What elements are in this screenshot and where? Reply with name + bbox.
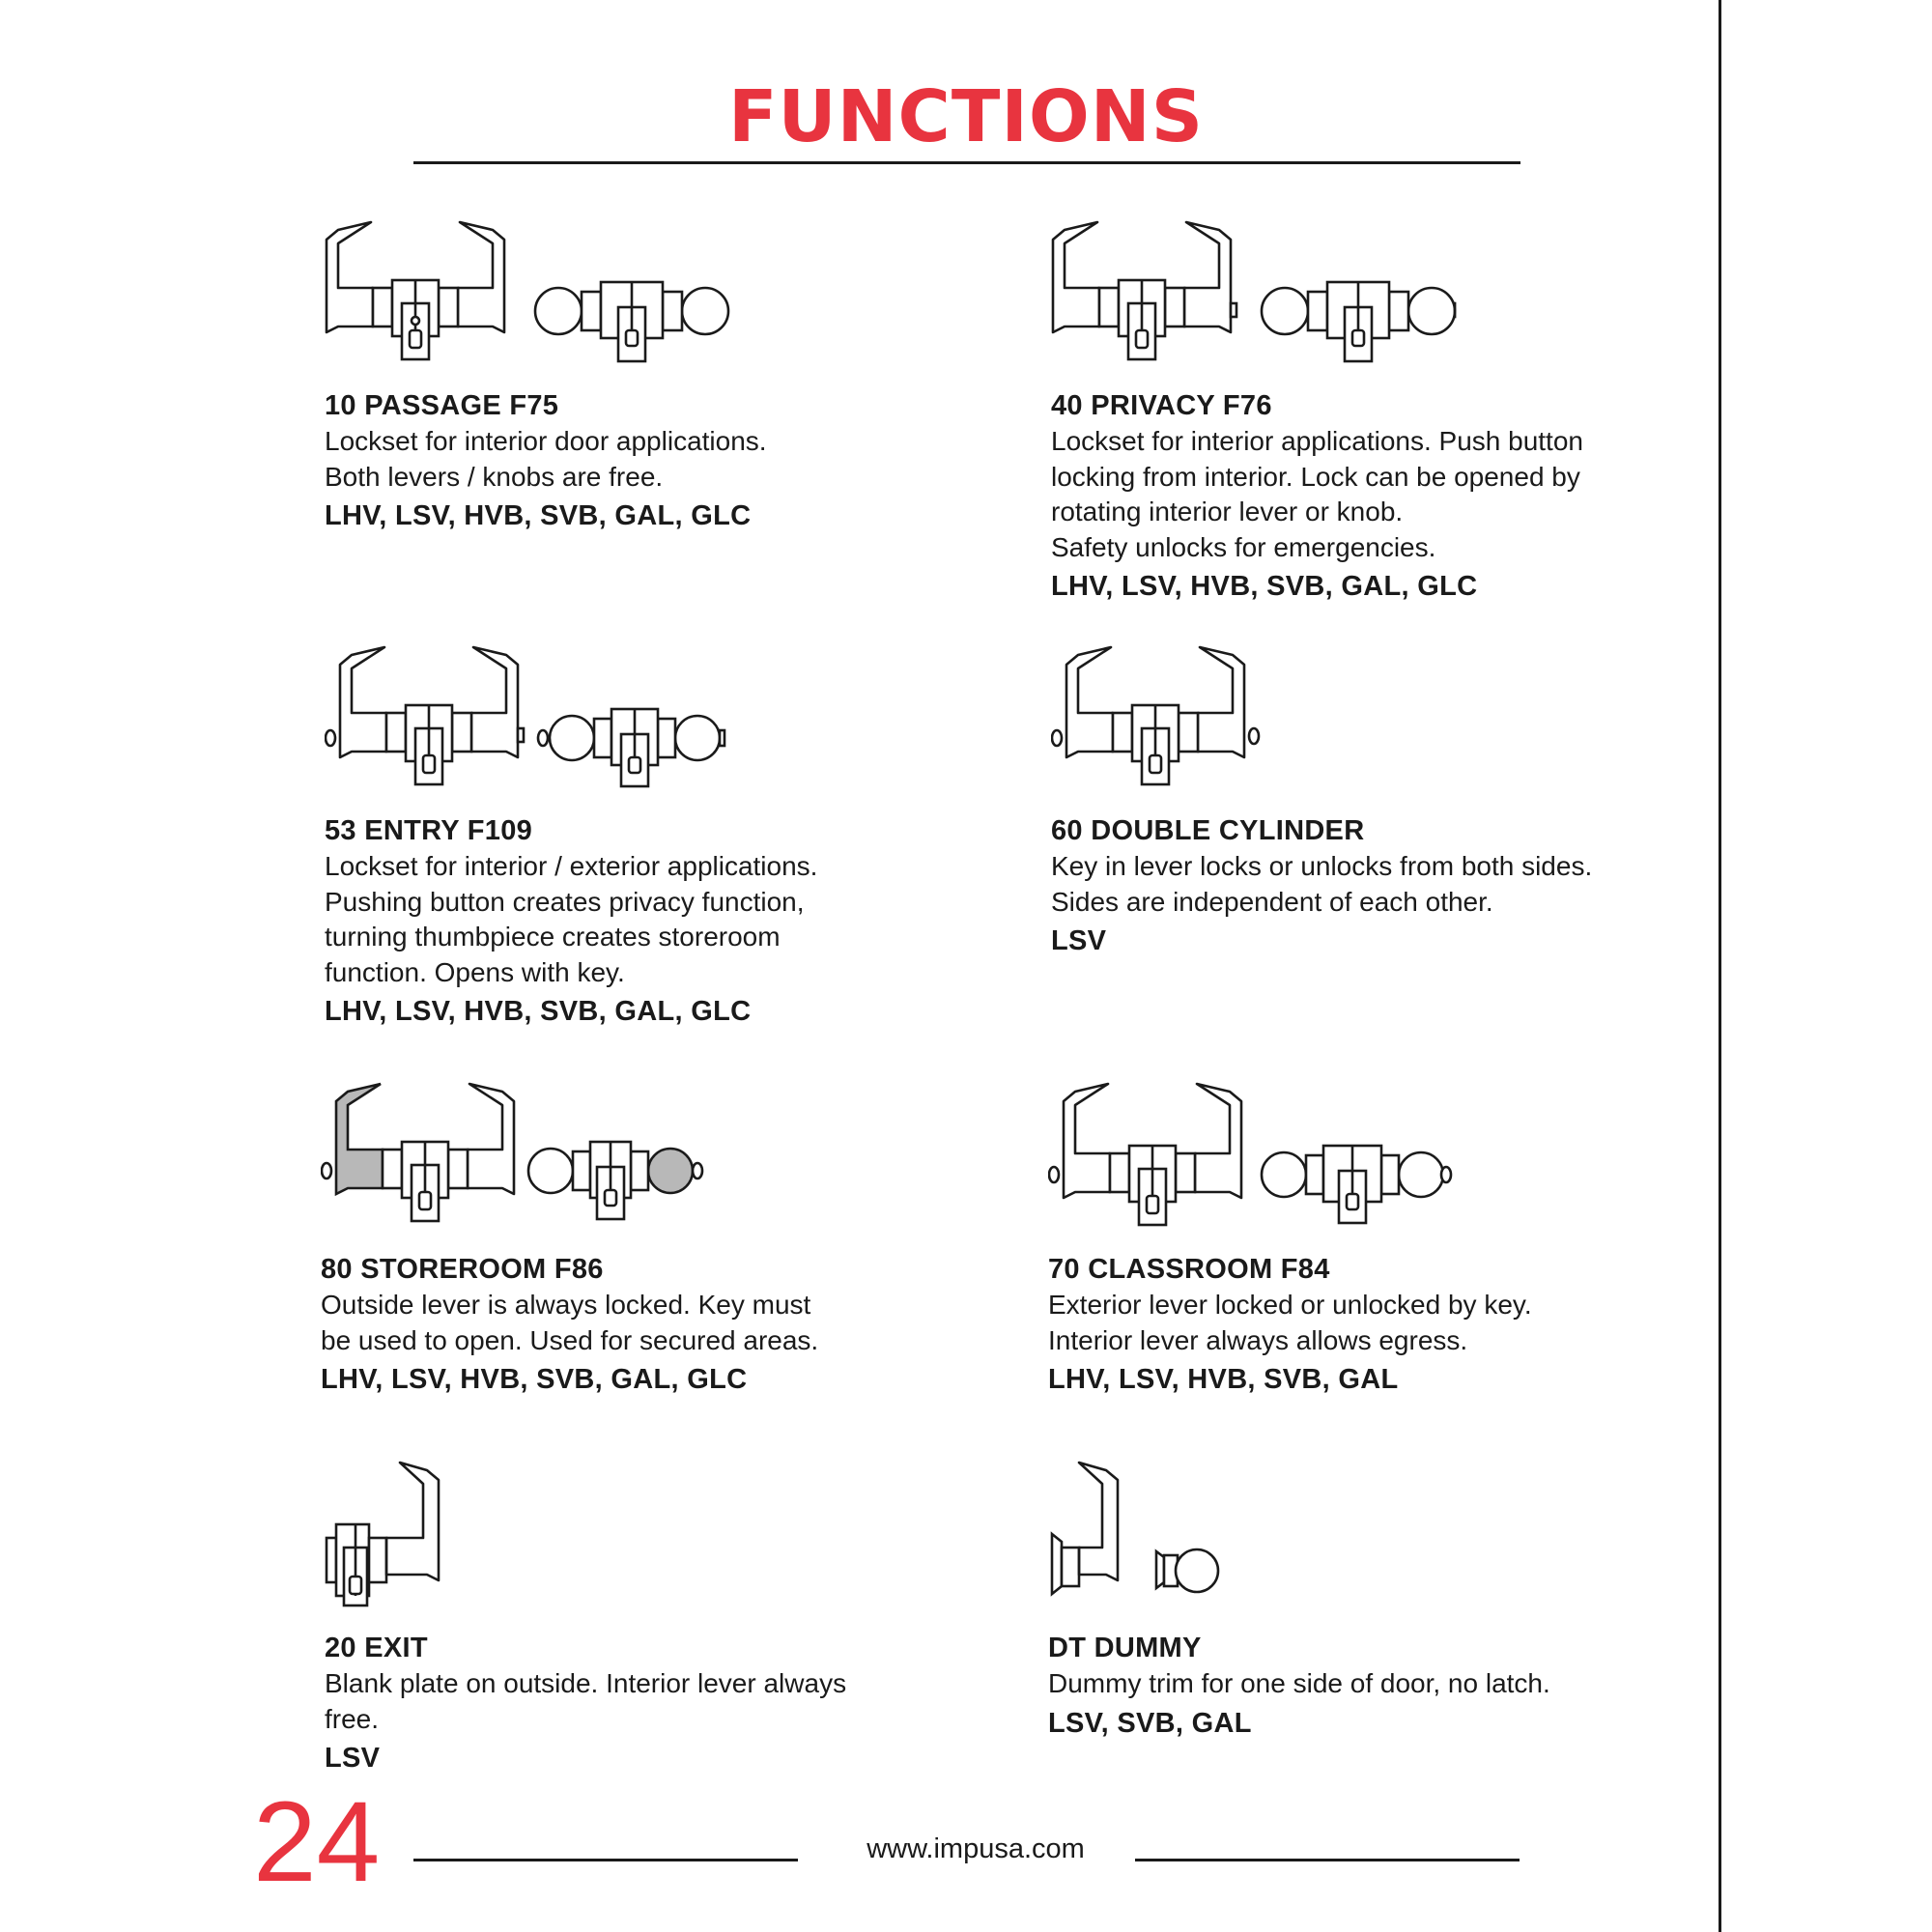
title-underline — [413, 161, 1520, 164]
classroom-lever-knob-icon — [1048, 1078, 1454, 1233]
page-edge-rule — [1719, 0, 1721, 1932]
privacy-lever-knob-icon — [1051, 214, 1457, 369]
function-name: DT DUMMY — [1048, 1633, 1202, 1663]
function-exit — [325, 1457, 943, 1775]
storeroom-lever-knob-icon — [321, 1078, 726, 1233]
function-name: 20 EXIT — [325, 1633, 428, 1663]
double-cylinder-lever-icon — [1051, 639, 1457, 794]
footer-rule-left — [413, 1859, 798, 1861]
exit-lever-icon — [325, 1457, 730, 1611]
function-name: 80 STOREROOM F86 — [321, 1254, 604, 1285]
function-description: Lockset for interior applications. Push button locking from interior. Lock can be opened by rotating interior lever or knob. Safety unlocks for emergencies. — [1051, 426, 1583, 562]
website-link[interactable]: www.impusa.com — [867, 1833, 1085, 1864]
function-name: 40 PRIVACY F76 — [1051, 390, 1272, 421]
function-classroom — [1048, 1078, 1666, 1396]
function-description: Outside lever is always locked. Key must be used to open. Used for secured areas. — [321, 1290, 819, 1355]
page-title: FUNCTIONS — [727, 75, 1205, 158]
function-dummy — [1048, 1457, 1666, 1740]
function-description: Key in lever locks or unlocks from both sides. Sides are independent of each other. — [1051, 851, 1593, 917]
function-description: Lockset for interior / exterior applications. Pushing button creates privacy function, turning thumbpiece creates storeroom function. Opens with key. — [325, 851, 818, 987]
function-description: Lockset for interior door applications. Both levers / knobs are free. — [325, 426, 767, 492]
function-name: 60 DOUBLE CYLINDER — [1051, 815, 1365, 846]
function-privacy — [1051, 214, 1669, 603]
passage-lever-knob-icon — [325, 214, 730, 369]
function-models: LHV, LSV, HVB, SVB, GAL, GLC — [1051, 571, 1478, 602]
function-name: 10 PASSAGE F75 — [325, 390, 559, 421]
entry-lever-knob-icon — [325, 639, 730, 794]
function-double-cylinder — [1051, 639, 1669, 957]
function-name: 70 CLASSROOM F84 — [1048, 1254, 1330, 1285]
function-models: LSV — [1051, 925, 1107, 956]
function-models: LHV, LSV, HVB, SVB, GAL, GLC — [321, 1364, 748, 1395]
function-entry — [325, 639, 943, 1028]
function-name: 53 ENTRY F109 — [325, 815, 533, 846]
function-passage — [325, 214, 923, 532]
function-models: LSV — [325, 1743, 381, 1774]
function-models: LSV, SVB, GAL — [1048, 1707, 1252, 1739]
function-description: Dummy trim for one side of door, no latch. — [1048, 1668, 1550, 1698]
function-storeroom — [321, 1078, 939, 1396]
function-models: LHV, LSV, HVB, SVB, GAL — [1048, 1364, 1399, 1395]
page-number: 24 — [253, 1778, 381, 1906]
footer-rule-right — [1135, 1859, 1520, 1861]
function-description: Exterior lever locked or unlocked by key. Interior lever always allows egress. — [1048, 1290, 1532, 1355]
dummy-lever-knob-icon — [1048, 1457, 1454, 1611]
function-models: LHV, LSV, HVB, SVB, GAL, GLC — [325, 500, 752, 531]
function-models: LHV, LSV, HVB, SVB, GAL, GLC — [325, 996, 752, 1027]
function-description: Blank plate on outside. Interior lever always free. — [325, 1668, 847, 1734]
